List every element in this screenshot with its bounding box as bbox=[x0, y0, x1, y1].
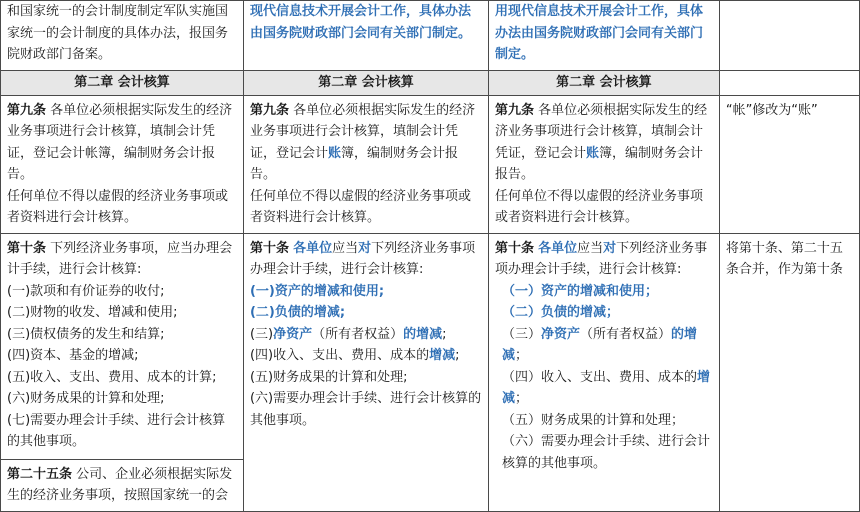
highlight-text: 增减 bbox=[429, 348, 456, 363]
list-item: （一）资产的增减和使用； bbox=[501, 283, 658, 299]
article-text: 任何单位不得以虚假的经济业务事项或者资料进行会计核算。 bbox=[249, 188, 471, 225]
highlight-text: 净资产 bbox=[273, 326, 313, 342]
list-text: （三） bbox=[501, 326, 541, 342]
highlight-text: 的增减 bbox=[501, 326, 698, 363]
list-item bbox=[495, 367, 713, 410]
list-item: (七)需要办理会计手续、进行会计核算的其他事项。 bbox=[7, 412, 226, 449]
list-item: (四)资本、基金的增减; bbox=[7, 348, 139, 363]
list-item: (三)债权债务的发生和结算; bbox=[7, 326, 165, 342]
note-text: 将第十条、第二十五条合并，作为第十条 bbox=[725, 240, 843, 277]
highlight-text: 各单位 bbox=[538, 240, 578, 256]
article-text: 任何单位不得以虚假的经济业务事项或者资料进行会计核算。 bbox=[494, 188, 703, 225]
note-text: “帐”修改为“账” bbox=[725, 102, 818, 118]
article-text: 各单位必须根据实际发生的经济业务事项进行会计核算，填制会计凭证，登记会计帐簿，编制财务会计报告。 bbox=[7, 102, 233, 182]
list-item: （二）负债的增减； bbox=[501, 305, 619, 320]
highlight-text: 的增减 bbox=[403, 326, 443, 342]
list-text: （所有者权益） bbox=[312, 326, 404, 342]
article-text: 簿，编制财务会计报告。 bbox=[249, 145, 459, 182]
list-item: (一)资产的增减和使用; bbox=[249, 283, 385, 299]
cell-new-text bbox=[488, 95, 719, 233]
highlight-text: 净资产 bbox=[540, 326, 580, 342]
list-text: (三) bbox=[249, 326, 274, 342]
cell-draft-text bbox=[243, 95, 488, 233]
chapter-header-row bbox=[1, 70, 860, 95]
article-text: 簿，编制财务会计报告。 bbox=[494, 145, 703, 182]
cell-text: 用现代信息技术开展会计工作，具体办法由国务院财政部门会同有关部门制定。 bbox=[494, 4, 703, 62]
list-item: (二)财物的收发、增减和使用; bbox=[7, 305, 178, 320]
cell-new-text bbox=[488, 233, 719, 511]
table-row bbox=[1, 1, 860, 71]
list-item: （五）财务成果的计算和处理； bbox=[501, 412, 684, 428]
article-text: 应当 bbox=[332, 240, 359, 256]
article-text: 各单位必须根据实际发生的经济业务事项进行会计核算，填制会计凭证，登记会计 bbox=[494, 102, 708, 161]
chapter-header: 第二章 会计核算 bbox=[488, 70, 719, 95]
list-item: (六)财务成果的计算和处理; bbox=[7, 391, 165, 406]
cell-draft-text bbox=[243, 233, 488, 511]
list-item bbox=[250, 324, 482, 346]
cell-old-text bbox=[1, 1, 244, 71]
empty-cell bbox=[719, 70, 859, 95]
article-title: 第十条 bbox=[494, 240, 534, 256]
list-item: (五)财务成果的计算和处理; bbox=[249, 369, 408, 385]
list-text: ; bbox=[455, 348, 460, 363]
list-text: （四）收入、支出、费用、成本的 bbox=[501, 369, 697, 385]
article-title: 第二十五条 bbox=[7, 466, 73, 482]
article-title: 第九条 bbox=[249, 102, 289, 118]
table-row-article-10 bbox=[1, 233, 860, 511]
paragraph bbox=[250, 238, 482, 281]
cell-new-text bbox=[488, 1, 719, 71]
list-item bbox=[250, 345, 482, 367]
article-text: 各单位必须根据实际发生的经济业务事项进行会计核算，填制会计凭证，登记会计 bbox=[249, 102, 476, 161]
list-text: (四)收入、支出、费用、成本的 bbox=[249, 348, 430, 363]
paragraph bbox=[495, 238, 713, 281]
article-title: 第十条 bbox=[249, 240, 289, 256]
article-title: 第十条 bbox=[7, 240, 47, 256]
cell-text: 和国家统一的会计制度制定军队实施国家统一的会计制度的具体办法，报国务院财政部门备案。 bbox=[7, 4, 229, 62]
chapter-header: 第二章 会计核算 bbox=[1, 70, 244, 95]
article-text: 应当 bbox=[577, 240, 604, 256]
article-title: 第九条 bbox=[7, 102, 47, 118]
paragraph bbox=[7, 100, 237, 186]
table-row-article-9 bbox=[1, 95, 860, 233]
highlight-text: 各单位 bbox=[293, 240, 333, 256]
cell-old-text bbox=[1, 95, 244, 233]
list-item: （六）需要办理会计手续、进行会计核算的其他事项。 bbox=[501, 434, 710, 471]
cell-note bbox=[719, 233, 859, 511]
article-25-block bbox=[1, 459, 243, 507]
paragraph bbox=[495, 100, 713, 186]
article-text: 任何单位不得以虚假的经济业务事项或者资料进行会计核算。 bbox=[7, 188, 229, 225]
highlight-text: 账 bbox=[585, 145, 599, 161]
cell-draft-text bbox=[243, 1, 488, 71]
article-text: 公司、企业必须根据实际发生的经济业务事项，按照国家统一的会 bbox=[7, 466, 233, 503]
list-item bbox=[495, 324, 713, 367]
list-text: ; bbox=[442, 326, 447, 342]
highlight-text: 账 bbox=[327, 145, 341, 161]
cell-text: 现代信息技术开展会计工作，具体办法由国务院财政部门会同有关部门制定。 bbox=[249, 4, 471, 41]
list-item: (五)收入、支出、费用、成本的计算; bbox=[7, 369, 217, 385]
highlight-text: 增减 bbox=[501, 369, 710, 406]
chapter-header: 第二章 会计核算 bbox=[243, 70, 488, 95]
article-text: 下列经济业务事项办理会计手续，进行会计核算: bbox=[494, 240, 708, 277]
cell-note bbox=[719, 1, 859, 71]
cell-old-text bbox=[1, 233, 244, 511]
highlight-text: 对 bbox=[358, 240, 372, 256]
article-text: 下列经济业务事项，应当办理会计手续，进行会计核算: bbox=[7, 240, 233, 277]
article-title: 第九条 bbox=[494, 102, 534, 118]
list-item: (一)款项和有价证券的收付; bbox=[7, 283, 165, 299]
list-item: (六)需要办理会计手续、进行会计核算的其他事项。 bbox=[249, 391, 482, 428]
list-text: ； bbox=[514, 348, 528, 363]
article-text: 下列经济业务事项办理会计手续，进行会计核算: bbox=[249, 240, 476, 277]
list-text: （所有者权益） bbox=[579, 326, 671, 342]
cell-note bbox=[719, 95, 859, 233]
paragraph bbox=[250, 100, 482, 186]
list-item: (二)负债的增减; bbox=[249, 305, 346, 320]
list-text: ； bbox=[514, 391, 528, 406]
paragraph bbox=[7, 238, 237, 281]
highlight-text: 对 bbox=[603, 240, 617, 256]
